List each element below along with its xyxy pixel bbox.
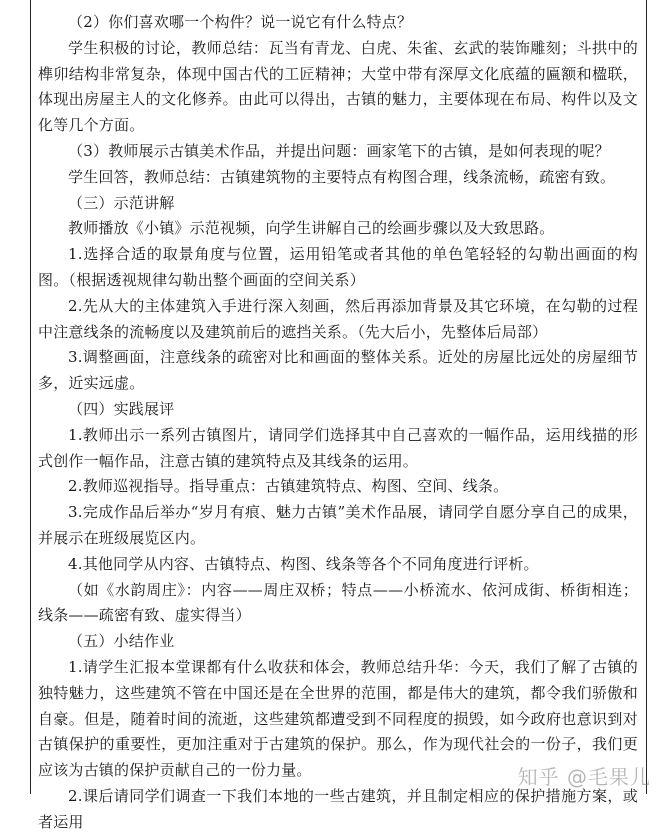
paragraph-summary-2: 2.课后请同学们调查一下我们本地的一些古建筑，并且制定相应的保护措施方案，或者运用 — [38, 786, 638, 831]
paragraph-video-demo: 教师播放《小镇》示范视频，向学生讲解自己的绘画步骤以及大致思路。 — [68, 219, 555, 238]
paragraph-question-2: （2）你们喜欢哪一个构件？说一说它有什么特点？ — [68, 13, 413, 31]
paragraph-step-1: 1.选择合适的取景角度与位置，运用铅笔或者其他的单色笔轻轻的勾勒出画面的构图。（根据透视规律勾勒出整个画面的空间关系） — [38, 245, 638, 289]
paragraph-summary-1: 1.请学生汇报本堂课都有什么收获和体会，教师总结升华：今天，我们了解了古镇的独特魅力，这些建筑不管在中国还是在全世界的范围，都是伟大的建筑，都令我们骄傲和自豪。但是，随着时间的流逝，这些建筑都遭受到不同程度的损毁，如今政府也意识到对古镇保护的重要性，更加注重对于古建筑的保护。那么，作为现代社会的一份子，我们更应该为古镇的保护贡献自己的一份力量。 — [38, 657, 638, 780]
section-heading-summary: （五）小结作业 — [68, 632, 175, 651]
paragraph-step-2: 2.先从大的主体建筑入手进行深入刻画，然后再添加背景及其它环境，在勾勒的过程中注意线条的流畅度以及建筑前后的遮挡关系。（先大后小，先整体后局部） — [38, 296, 638, 341]
document-page — [30, 0, 647, 831]
paragraph-example-zhouzhuang: （如《水韵周庄》：内容——周庄双桥；特点——小桥流水、依河成街、桥街相连；线条——疏密有致、虚实得当） — [38, 580, 638, 625]
paragraph-practice-4: 4.其他同学从内容、古镇特点、构图、线条等各个不同角度进行评析。 — [68, 554, 539, 573]
section-heading-demonstration: （三）示范讲解 — [68, 193, 175, 212]
paragraph-student-answer: 学生回答，教师总结：古镇建筑物的主要特点有构图合理，线条流畅，疏密有致。 — [68, 167, 616, 186]
zhihu-watermark: 知乎 @毛果儿 — [517, 765, 651, 789]
paragraph-teacher-summary-components: 学生积极的讨论，教师总结：瓦当有青龙、白虎、朱雀、玄武的装饰雕刻；斗拱中的榫卯结构非常复杂，体现中国古代的工匠精神；大堂中带有深厚文化底蕴的匾额和楹联，体现出房屋主人的文化修养。由此可以得出，古镇的魅力，主要体现在布局、构件以及文化等几个方面。 — [38, 38, 638, 135]
paragraph-question-3: （3）教师展示古镇美术作品，并提出问题：画家笔下的古镇，是如何表现的呢？ — [68, 141, 610, 160]
paragraph-practice-2: 2.教师巡视指导。指导重点：古镇建筑特点、构图、空间、线条。 — [68, 477, 509, 496]
paragraph-practice-1: 1.教师出示一系列古镇图片，请同学们选择其中自己喜欢的一幅作品，运用线描的形式创作一幅作品，注意古镇的建筑特点及其线条的运用。 — [38, 425, 638, 470]
document-body — [38, 10, 638, 836]
section-heading-practice: （四）实践展评 — [68, 399, 175, 418]
paragraph-practice-3: 3.完成作品后举办“岁月有痕、魅力古镇”美术作品展，请同学自愿分享自己的成果，并展示在班级展览区内。 — [38, 503, 638, 547]
paragraph-step-3: 3.调整画面，注意线条的疏密对比和画面的整体关系。近处的房屋比远处的房屋细节多，近实远虚。 — [38, 348, 638, 393]
